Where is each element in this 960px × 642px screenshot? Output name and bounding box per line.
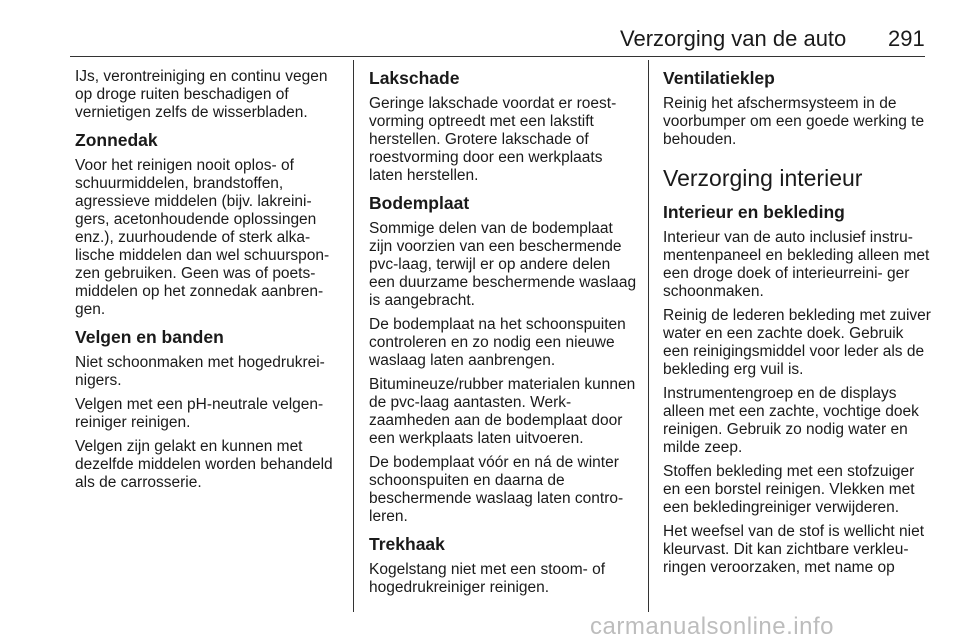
heading-trekhaak: Trekhaak (369, 534, 445, 554)
interieur-paragraph-4: Stoffen bekleding met een stofzuiger en een borstel reinigen. Vlekken met een bekledingreiniger verwijderen. (663, 463, 915, 516)
header-divider (70, 56, 925, 57)
bodemplaat-paragraph-4: De bodemplaat vóór en ná de winter schoonspuiten en daarna de beschermende waslaag laten contro- leren. (369, 454, 624, 525)
column-divider-2 (648, 60, 649, 612)
bodemplaat-paragraph-3: Bitumineuze/rubber materialen kunnen de pvc-laag aantasten. Werk- zaamheden aan de bodemplaat door een werkplaats laten uitvoeren. (369, 376, 636, 447)
velgen-paragraph-3: Velgen zijn gelakt en kunnen met dezelfde middelen worden behandeld als de carrosserie. (75, 438, 333, 491)
heading-bodemplaat: Bodemplaat (369, 193, 470, 213)
interieur-paragraph-2: Reinig de lederen bekleding met zuiver water en een zachte doek. Gebruik een reinigingsmiddel voor leder als de bekleding erg vuil is. (663, 307, 931, 378)
interieur-paragraph-5: Het weefsel van de stof is wellicht niet kleurvast. Dit kan zichtbare verkleu- ringen veroorzaken, met name op (663, 523, 925, 576)
column-divider-1 (353, 60, 354, 612)
page-number: 291 (888, 26, 925, 51)
bodemplaat-paragraph-2: De bodemplaat na het schoonspuiten controleren en zo nodig een nieuwe waslaag laten aanbrengen. (369, 316, 626, 369)
lakschade-paragraph: Geringe lakschade voordat er roest- vorming optreedt met een lakstift herstellen. Grotere lakschade of roestvorming door een werkplaats laten herstellen. (369, 95, 617, 184)
heading-velgen-en-banden: Velgen en banden (75, 327, 224, 347)
interieur-paragraph-3: Instrumentengroep en de displays alleen met een zachte, vochtige doek reinigen. Gebruik zo nodig water en milde zeep. (663, 385, 919, 456)
trekhaak-paragraph: Kogelstang niet met een stoom- of hogedrukreiniger reinigen. (369, 561, 606, 596)
column-1 (75, 68, 343, 498)
column-3 (663, 68, 931, 583)
watermark: carmanualsonline.info (590, 613, 834, 640)
page-header-title: Verzorging van de auto (620, 26, 847, 51)
velgen-paragraph-2: Velgen met een pH-neutrale velgen- reiniger reinigen. (75, 396, 324, 431)
intro-paragraph: IJs, verontreiniging en continu vegen op droge ruiten beschadigen of vernietigen zelfs de wisserbladen. (75, 68, 328, 121)
heading-zonnedak: Zonnedak (75, 130, 158, 150)
heading-lakschade: Lakschade (369, 68, 460, 88)
bodemplaat-paragraph-1: Sommige delen van de bodemplaat zijn voorzien van een beschermende pvc-laag, terwijl er op andere delen een duurzame beschermende waslaag is aangebracht. (369, 220, 637, 309)
zonnedak-paragraph: Voor het reinigen nooit oplos- of schuurmiddelen, brandstoffen, agressieve middelen (bijv. lakreini- gers, acetonhoudende oplossingen enz.), zuurhoudende of sterk alka- lische middelen dan wel schuurspon- zen gebruiken. Geen was of poets- middelen op het zonnedak aanbren- gen. (75, 157, 330, 318)
heading-interieur-en-bekleding: Interieur en bekleding (663, 202, 845, 222)
heading-verzorging-interieur: Verzorging interieur (663, 165, 863, 191)
ventilatieklep-paragraph: Reinig het afschermsysteem in de voorbumper om een goede werking te behouden. (663, 95, 925, 148)
column-2 (369, 68, 637, 603)
velgen-paragraph-1: Niet schoonmaken met hogedrukrei- nigers. (75, 354, 325, 389)
interieur-paragraph-1: Interieur van de auto inclusief instru- mentenpaneel en bekleding alleen met een droge doek of interieurreini- ger schoonmaken. (663, 229, 930, 300)
heading-ventilatieklep: Ventilatieklep (663, 68, 775, 88)
